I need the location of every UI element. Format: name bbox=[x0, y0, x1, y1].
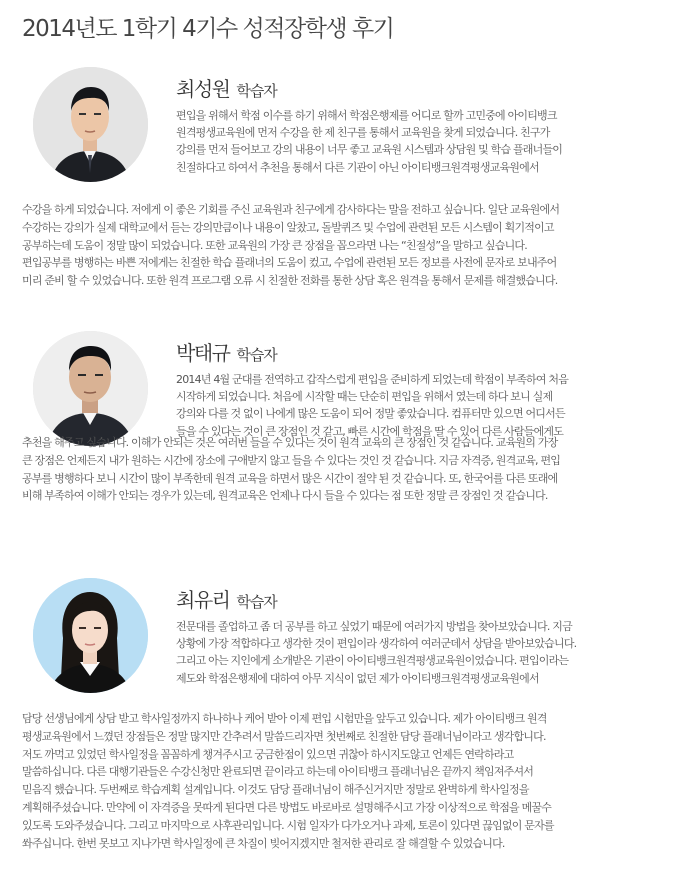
review-body-text: 담당 선생님에게 상담 받고 학사일정까지 하나하나 케어 받아 이제 편입 시험만을 앞두고 있습니다. 제가 아이티뱅크 원격 평생교육원에서 느꼈던 장점들은 정말 많지만 간추려서 말씀드리자면 첫번째로 친절한 담당 플래너님이라고 생각합니다. 저도 까먹고 있었던 학사일정을 꼼꼼하게 챙겨주시고 궁금한점이 있으면 귀찮아 하시지도않고 언제든 연락하라고 말씀하십니다. 다른 대행기관들은 수강신청만 완료되면 끝이라고 하는데 아이티뱅크 플래너님은 끝까지 책임져주셔서 믿음직 했습니다. 두번째로 학습계획 설계입니다. 이것도 담당 플래너님이 해주신거지만 정말로 완벽하게 학사일정을 계획해주셨습니다. 만약에 이 자격증을 못따게 된다면 다른 방법도 바로바로 설명해주시고 가장 이상적으로 학점을 메꿀수 있도록 도와주셨습니다. 그리고 마지막으로 사후관리입니다. 시험 일자가 다가오거나 과제, 토론이 있다면 끊임없이 문자를 쏴주십니다. 한번 못보고 지나가면 학사일정에 큰 차질이 빚어지겠지만 철저한 관리로 잘 해결할 수 있었습니다. bbox=[22, 712, 554, 850]
student-photo-female bbox=[33, 578, 148, 693]
student-name: 박태규 학습자 bbox=[176, 341, 277, 365]
review-lead-text: 전문대를 졸업하고 좀 더 공부를 하고 싶었기 때문에 여러가지 방법을 찾아보았습니다. 지금 상황에 가장 적합하다고 생각한 것이 편입이라 생각하여 여러군데서 상담을 받아보았습니다. 그리고 아는 지인에게 소개받은 기관이 아이티뱅크원격평생교육원이었습니다. 편입이라는 제도와 학점은행제에 대하여 아무 지식이 없던 제가 아이티뱅크원격평생교육원에서 bbox=[176, 620, 577, 685]
review-body-text: 추천을 해주고 싶습니다. 이해가 안되는 것은 여러번 들을 수 있다는 것이 원격 교육의 큰 장점인 것 같습니다. 교육원의 가장 큰 장점은 언제든지 내가 원하는 시간에 장소에 구애받지 않고 들을 수 있다는 것인 것 같습니다. 지금 자격증, 원격교육, 편입 공부를 병행하다 보니 시간이 많이 부족한데 원격 교육을 하면서 많은 시간이 절약 된 것 같습니다. 또, 한국어를 다른 또래에 비해 부족하여 이해가 안되는 경우가 있는데, 원격교육은 언제나 다시 들을 수 있다는 점 또한 정말 큰 장점인 것 같습니다. bbox=[22, 436, 561, 503]
student-name: 최성원 학습자 bbox=[176, 77, 277, 101]
student-photo-male bbox=[33, 331, 148, 446]
review-body-text: 수강을 하게 되었습니다. 저에게 이 좋은 기회를 주신 교육원과 친구에게 감사하다는 말을 전하고 싶습니다. 일단 교육원에서 수강하는 강의가 실제 대학교에서 듣는 강의만큼이나 내용이 알찼고, 돌발퀴즈 및 수업에 관련된 모든 시스템이 획기적이고 공부하는데 도움이 정말 많이 되었습니다. 또한 교육원의 가장 큰 장점을 꼽으라면 나는 “친절성”을 말하고 싶습니다. 편입공부를 병행하는 바쁜 저에게는 친절한 학습 플래너의 도움이 컸고, 수업에 관련된 모든 정보를 사전에 문자로 보내주어 미리 준비 할 수 있었습니다. 또한 원격 프로그램 오류 시 친절한 전화를 통한 상담 혹은 원격을 통해서 문제를 해결했습니다. bbox=[22, 203, 560, 288]
student-portrait-illustration bbox=[33, 578, 148, 693]
student-name: 최유리 학습자 bbox=[176, 588, 277, 612]
review-lead-text: 편입을 위해서 학점 이수를 하기 위해서 학점은행제를 어디로 할까 고민중에 아이티뱅크 원격평생교육원에 먼저 수강을 한 제 친구를 통해서 교육원을 찾게 되었습니다. 친구가 강의를 먼저 들어보고 강의 내용이 너무 좋고 교육원 시스템과 상담원 및 학습 플래너들이 친절하다고 하여서 추천을 통해서 다른 기관이 아닌 아이티뱅크원격평생교육원에서 bbox=[176, 109, 563, 174]
page-title: 2014년도 1학기 4기수 성적장학생 후기 bbox=[22, 16, 394, 42]
student-portrait-illustration bbox=[33, 331, 148, 446]
review-lead-text: 2014년 4월 군대를 전역하고 갑작스럽게 편입을 준비하게 되었는데 학점이 부족하여 처음 시작하게 되었습니다. 처음에 시작할 때는 단순히 편입을 위해서 였는데 하다 보니 실제 강의와 다를 것 없이 나에게 많은 도움이 되어 정말 좋았습니다. 컴퓨터만 있으면 어디서든 들을 수 있다는 것이 큰 장점인 것 같고, 빠른 시간에 학점을 딸 수 있어 다른 사람들에게도 bbox=[176, 373, 569, 438]
student-portrait-illustration bbox=[33, 67, 148, 182]
student-photo-male bbox=[33, 67, 148, 182]
